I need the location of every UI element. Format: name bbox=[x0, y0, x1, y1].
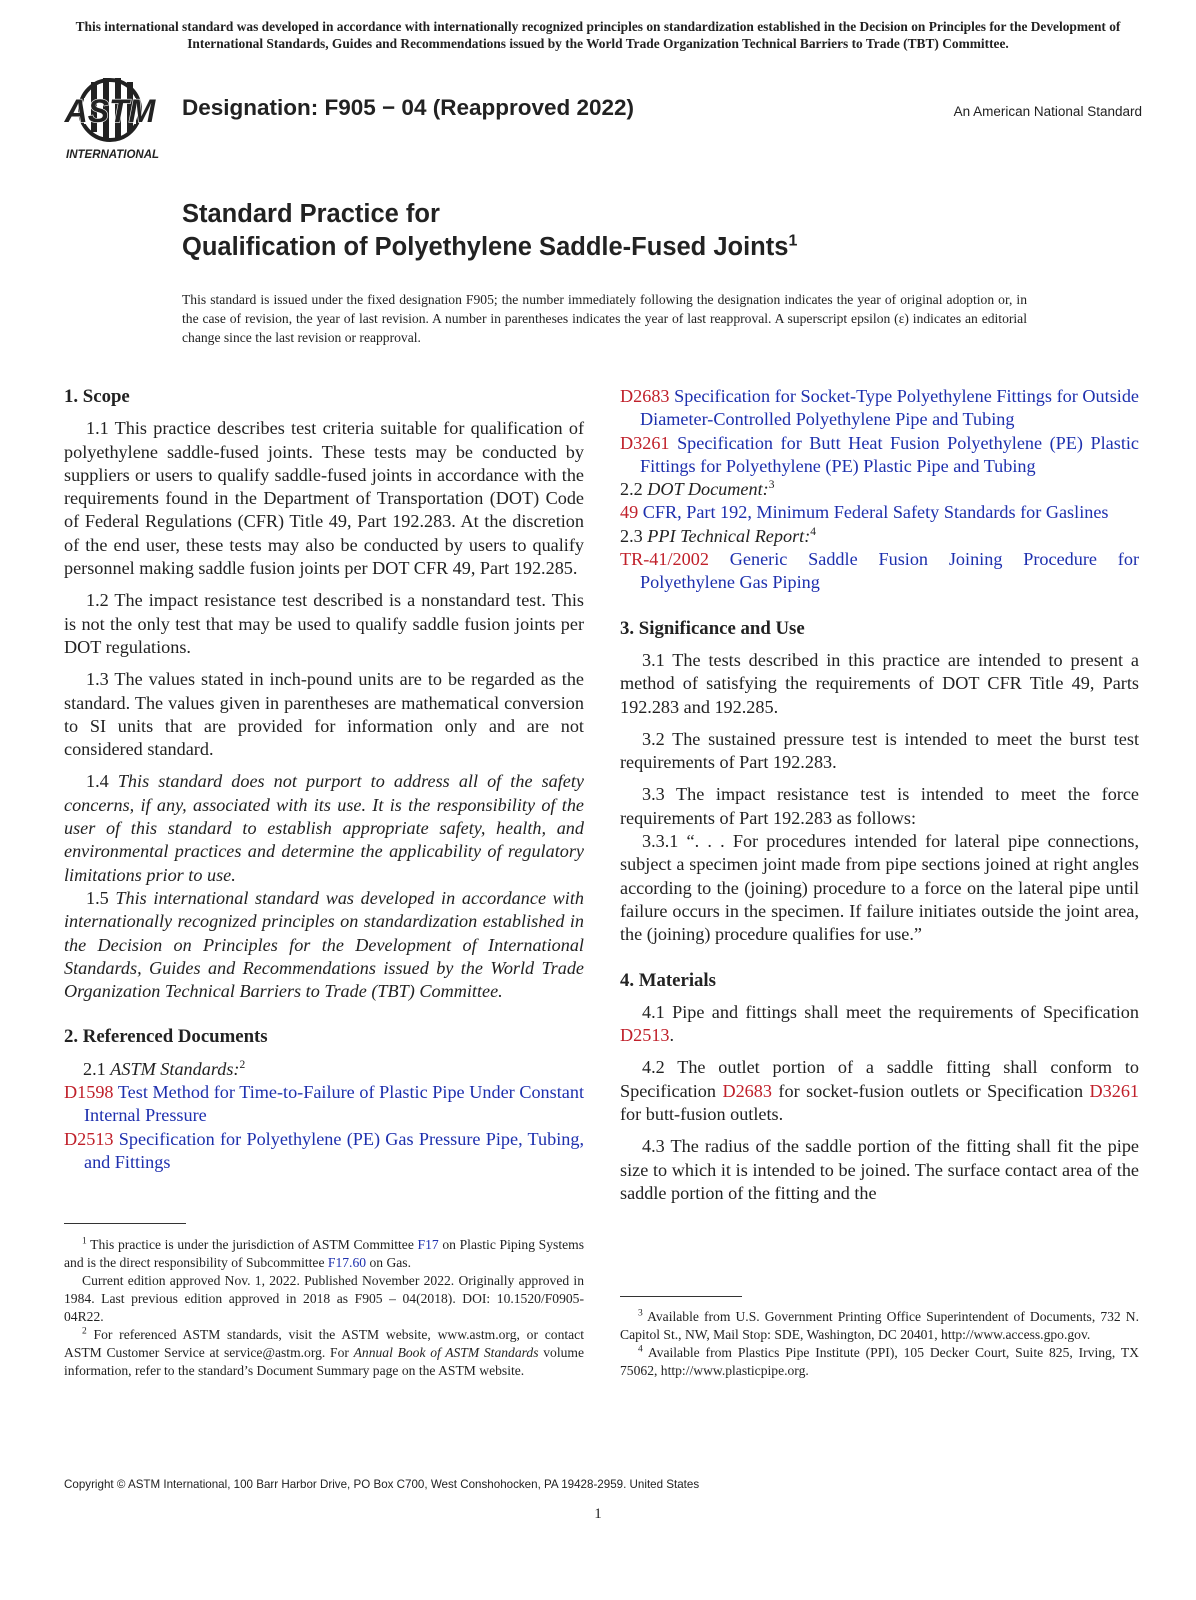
link-d3261[interactable]: D3261 bbox=[1089, 1080, 1140, 1101]
ref-d3261[interactable]: D3261 Specification for Butt Heat Fusion Polyethylene (PE) Plastic Fittings for Polyethylene (PE) Plastic Pipe and Tubing bbox=[620, 432, 1139, 476]
link-f17-60[interactable]: F17.60 bbox=[327, 1255, 367, 1270]
para-3-1: 3.1 The tests described in this practice are intended to present a method of satisfying the requirements of DOT CFR Title 49, Parts 192.283 and 192.285. bbox=[620, 649, 1139, 717]
footnote-3: $^3$ Available from U.S. Government Printing Office Superintendent of Documents, 732 N. Capitol St., NW, Mail Stop: SDE, Washington, DC 20401, http://www.access.gpo.gov. bbox=[620, 1308, 1139, 1342]
para-1-5: 1.5 This international standard was developed in accordance with internationally recognized principles on standardization established in the Decision on Principles for the Development of International Standards, Guides and Recommendations issued by the World Trade Organization Technical Barriers to Trade (TBT) Committee. bbox=[64, 887, 585, 1002]
para-1-2: 1.2 The impact resistance test described is a nonstandard test. This is not the only test that may be used to qualify saddle fusion joints per DOT regulations. bbox=[64, 590, 584, 657]
title-line-2: Qualification of Polyethylene Saddle-Fused Joints bbox=[182, 233, 789, 261]
link-d2683[interactable]: D2683 bbox=[722, 1080, 772, 1101]
para-2-3: 2.3 PPI Technical Report:$^4$ bbox=[620, 525, 817, 546]
ref-d1598[interactable]: D1598 Test Method for Time-to-Failure of Plastic Pipe Under Constant Internal Pressure bbox=[64, 1082, 585, 1126]
para-1-1: 1.1 This practice describes test criteria suitable for qualification of polyethylene saddle-fused joints. These tests may be conducted by suppliers or users to qualify saddle-fused joints in accordance with the requirements found in the Department of Transportation (DOT) Code of Federal Regulations (CFR) Title 49, Part 192.283. At the discretion of the end user, these tests may also be conducted by users to qualify personnel making saddle fusion joints per DOT CFR 49, Part 192.285. bbox=[64, 418, 584, 579]
title-line-1: Standard Practice for bbox=[182, 200, 440, 228]
section-1-heading: 1. Scope bbox=[64, 386, 130, 407]
para-2-1: 2.1 ASTM Standards:$^2$ bbox=[83, 1058, 246, 1079]
para-2-2: 2.2 DOT Document:$^3$ bbox=[620, 479, 775, 500]
footnotes-left bbox=[64, 1236, 584, 1380]
footnotes-right bbox=[620, 1308, 1139, 1380]
para-1-4: 1.4 This standard does not purport to address all of the safety concerns, if any, associated with its use. It is the responsibility of the user of this standard to establish appropriate safety, health, and environmental practices and determine the applicability of regulatory limitations prior to use. bbox=[64, 771, 585, 885]
left-column bbox=[64, 385, 584, 1174]
ref-49-cfr[interactable]: 49 CFR, Part 192, Minimum Federal Safety Standards for Gaslines bbox=[620, 502, 1109, 523]
document-title bbox=[182, 198, 797, 264]
link-f17[interactable]: F17 bbox=[417, 1237, 439, 1252]
section-2-heading: 2. Referenced Documents bbox=[64, 1026, 268, 1048]
para-3-3: 3.3 The impact resistance test is intended to meet the force requirements of Part 192.283 as follows: bbox=[620, 784, 1139, 828]
right-column bbox=[620, 385, 1139, 1205]
ref-d2683[interactable]: D2683 Specification for Socket-Type Polyethylene Fittings for Outside Diameter-Controlled Polyethylene Pipe and Tubing bbox=[620, 386, 1139, 430]
para-1-3: 1.3 The values stated in inch-pound units are to be regarded as the standard. The values given in parentheses are mathematical conversion to SI units that are provided for information only and are not considered standard. bbox=[64, 669, 584, 760]
section-4-heading: 4. Materials bbox=[620, 969, 716, 991]
copyright-line: Copyright © ASTM International, 100 Barr Harbor Drive, PO Box C700, West Conshohocken, PA 19428-2959. United States bbox=[64, 1478, 700, 1491]
footnote-1: $^1$ This practice is under the jurisdiction of ASTM Committee F17 on Plastic Piping Systems and is the direct responsibility of Subcommittee F17.60 on Gas. bbox=[64, 1236, 584, 1270]
para-3-3-1: 3.3.1 “. . . For procedures intended for lateral pipe connections, subject a specimen joint made from pipe sections joined at right angles according to the (joining) procedure to a force on the lateral pipe until failure occurs in the specimen. If failure initiates outside the joint area, the (joining) procedure qualifies for use.” bbox=[620, 831, 1139, 945]
footnote-rule-right bbox=[620, 1296, 742, 1297]
para-4-3: 4.3 The radius of the saddle portion of the fitting shall fit the pipe size to which it is intended to be joined. The surface contact area of the saddle portion of the fitting and the bbox=[620, 1136, 1139, 1203]
astm-logo-wordmark: ASTM bbox=[64, 93, 156, 129]
astm-logo bbox=[64, 70, 170, 166]
issued-under-statement: This standard is issued under the fixed designation F905; the number immediately following the designation indicates the year of original adoption or, in the case of revision, the year of last revision. A number in parentheses indicates the year of last reapproval. A superscript epsilon (ε) indicates an editorial change since the last revision or reapproval. bbox=[182, 292, 1027, 345]
astm-logo-subtext: INTERNATIONAL bbox=[66, 149, 160, 161]
section-3-heading: 3. Significance and Use bbox=[620, 617, 805, 639]
title-footnote-mark: 1 bbox=[788, 232, 798, 250]
footnote-2: $^2$ For referenced ASTM standards, visit the ASTM website, www.astm.org, or contact ASTM Customer Service at service@astm.org. For Annual Book of ASTM Standards volume information, refer to the standard’s Document Summary page on the ASTM website. bbox=[64, 1326, 585, 1378]
link-d2513[interactable]: D2513 bbox=[620, 1025, 670, 1046]
para-4-1: 4.1 Pipe and fittings shall meet the requirements of Specification D2513. bbox=[620, 1001, 1139, 1046]
tbt-notice: This international standard was developed in accordance with internationally recognized principles on standardization established in the Decision on Principles for the Development of International Standards, Guides and Recommendations issued by the World Trade Organization Technical Barriers to Trade (TBT) Committee. bbox=[75, 19, 1121, 51]
ref-tr-41[interactable]: TR-41/2002 Generic Saddle Fusion Joining Procedure for Polyethylene Gas Piping bbox=[620, 549, 1140, 593]
designation: Designation: F905 − 04 (Reapproved 2022) bbox=[182, 95, 635, 120]
footnote-rule-left bbox=[64, 1223, 186, 1224]
para-4-2: 4.2 The outlet portion of a saddle fitting shall conform to Specification D2683 for socket-fusion outlets or Specification D3261 for butt-fusion outlets. bbox=[620, 1057, 1140, 1125]
ref-d2513[interactable]: D2513 Specification for Polyethylene (PE) Gas Pressure Pipe, Tubing, and Fittings bbox=[64, 1128, 584, 1172]
para-3-2: 3.2 The sustained pressure test is intended to meet the burst test requirements of Part 192.283. bbox=[620, 728, 1139, 773]
page-number: 1 bbox=[594, 1506, 602, 1522]
american-national-standard-label: An American National Standard bbox=[953, 104, 1142, 119]
footnote-1-edition: Current edition approved Nov. 1, 2022. Published November 2022. Originally approved in 1984. Last previous edition approved in 2018 as F905 – 04(2018). DOI: 10.1520/F0905-04R22. bbox=[64, 1273, 584, 1324]
footnote-4: $^4$ Available from Plastics Pipe Institute (PPI), 105 Decker Court, Suite 825, Irving, TX 75062, http://www.plasticpipe.org. bbox=[620, 1344, 1139, 1378]
